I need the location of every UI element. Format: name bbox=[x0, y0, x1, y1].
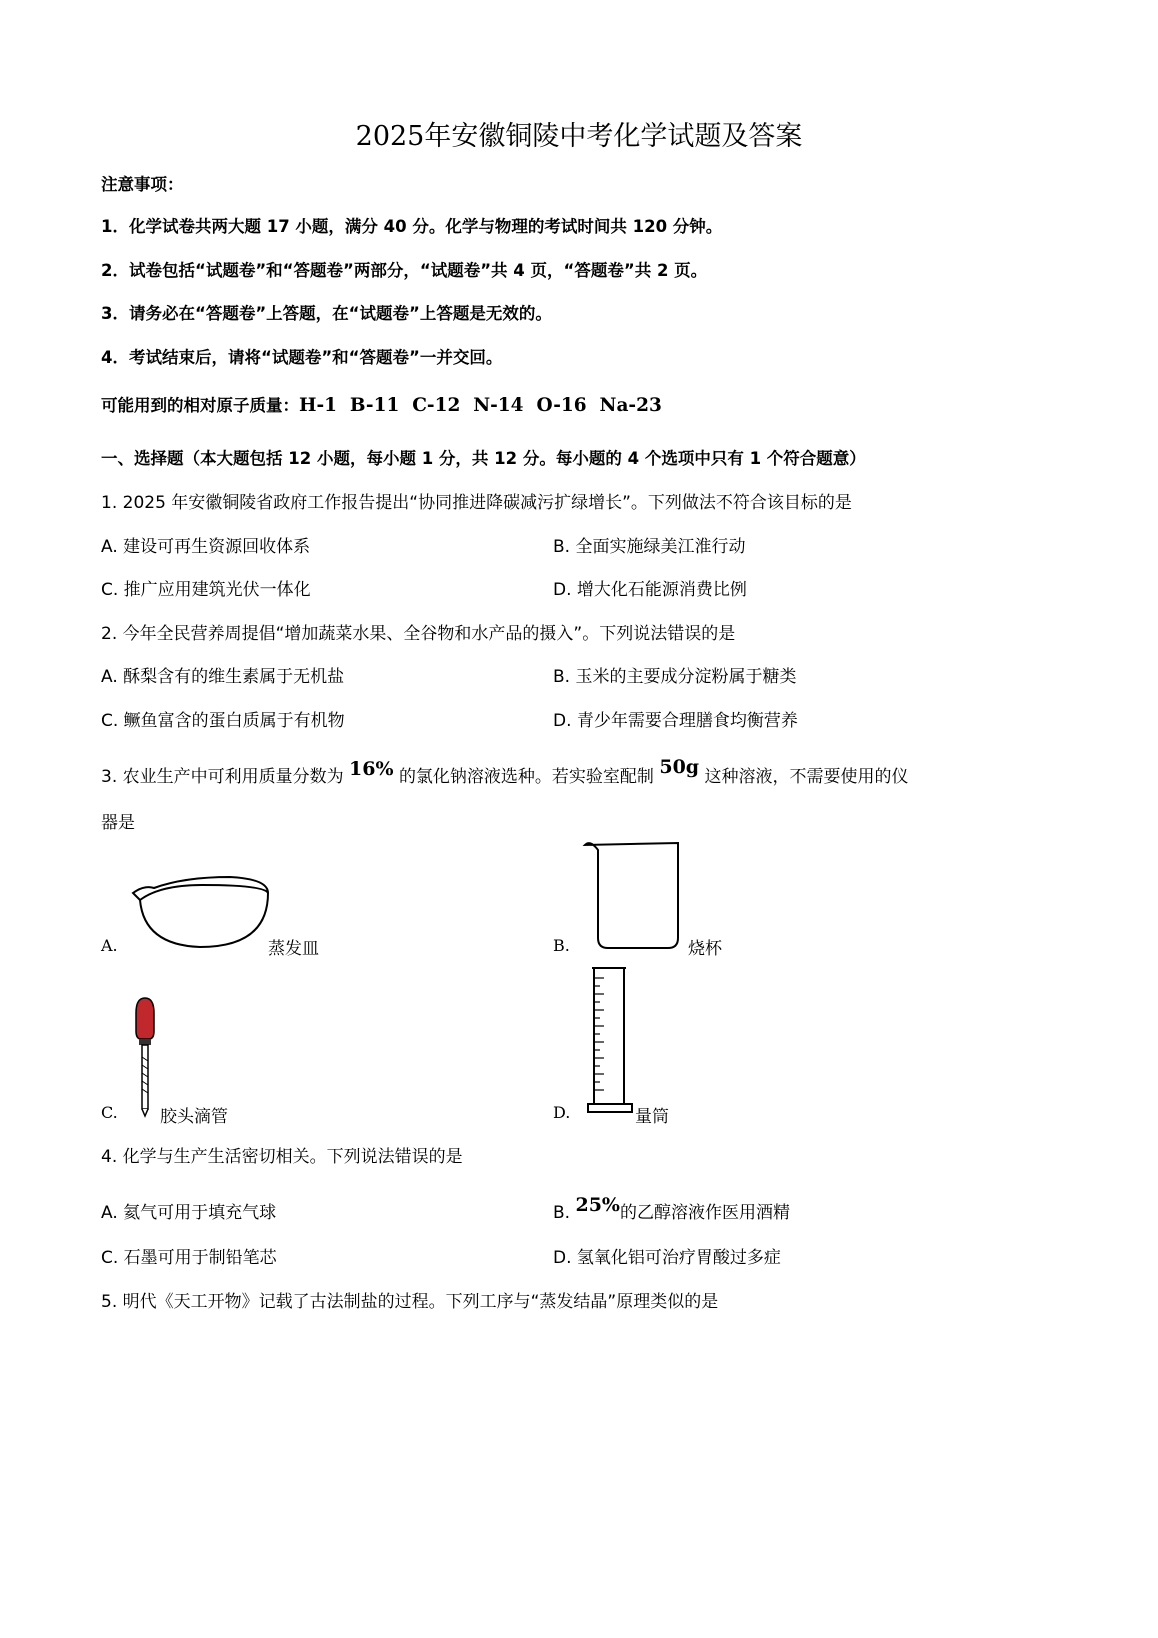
evaporating-dish-icon bbox=[130, 855, 275, 950]
q3-option-d-letter: D. bbox=[553, 1103, 571, 1122]
graduated-cylinder-icon bbox=[586, 964, 636, 1116]
q3-option-a-name: 蒸发皿 bbox=[268, 939, 319, 959]
q4-option-a: A. 氦气可用于填充气球 bbox=[101, 1203, 277, 1223]
dropper-icon bbox=[130, 995, 160, 1117]
q4-value-25-percent: 25% bbox=[575, 1194, 620, 1216]
notice-item-2: 2．试卷包括“试题卷”和“答题卷”两部分，“试题卷”共 4 页，“答题卷”共 2 页。 bbox=[101, 261, 708, 280]
q2-option-b: B. 玉米的主要成分淀粉属于糖类 bbox=[553, 667, 797, 687]
q3-option-b-name: 烧杯 bbox=[688, 939, 722, 959]
q4-option-b bbox=[553, 1194, 790, 1223]
q1-option-c: C. 推广应用建筑光伏一体化 bbox=[101, 580, 311, 600]
q3-stem-part-2: 的氯化钠溶液选种。若实验室配制 bbox=[398, 767, 654, 787]
q4-option-b-text: 的乙醇溶液作医用酒精 bbox=[619, 1203, 790, 1223]
q3-option-d-name: 量筒 bbox=[635, 1107, 669, 1127]
dropper-collar bbox=[139, 1039, 151, 1045]
beaker-icon bbox=[582, 840, 690, 952]
atomic-mass-label: 可能用到的相对原子质量： bbox=[101, 396, 299, 415]
q4-option-d: D. 氢氧化铝可治疗胃酸过多症 bbox=[553, 1248, 781, 1268]
q3-stem-line-2: 器是 bbox=[101, 813, 135, 833]
q3-stem-part-1: 3. 农业生产中可利用质量分数为 bbox=[101, 767, 344, 787]
q4-stem: 4. 化学与生产生活密切相关。下列说法错误的是 bbox=[101, 1147, 463, 1167]
q1-option-b: B. 全面实施绿美江淮行动 bbox=[553, 537, 746, 557]
atomic-mass-values: H-1 B-11 C-12 N-14 O-16 Na-23 bbox=[299, 395, 662, 416]
page-title: 2025年安徽铜陵中考化学试题及答案 bbox=[355, 121, 803, 152]
q1-stem: 1. 2025 年安徽铜陵省政府工作报告提出“协同推进降碳减污扩绿增长”。下列做法不符合该目标的是 bbox=[101, 493, 852, 513]
q3-stem-part-3: 这种溶液，不需要使用的仪 bbox=[704, 767, 909, 787]
notice-item-4: 4．考试结束后，请将“试题卷”和“答题卷”一并交回。 bbox=[101, 348, 503, 367]
q3-stem bbox=[101, 756, 909, 787]
q1-option-d: D. 增大化石能源消费比例 bbox=[553, 580, 747, 600]
q3-value-50g: 50g bbox=[659, 756, 700, 778]
q3-option-b-letter: B. bbox=[553, 936, 570, 955]
q3-option-c-name: 胶头滴管 bbox=[160, 1107, 228, 1127]
notice-item-3: 3．请务必在“答题卷”上答题，在“试题卷”上答题是无效的。 bbox=[101, 304, 552, 323]
q2-option-d: D. 青少年需要合理膳食均衡营养 bbox=[553, 711, 798, 731]
q4-option-c: C. 石墨可用于制铅笔芯 bbox=[101, 1248, 277, 1268]
q3-value-16-percent: 16% bbox=[349, 758, 394, 780]
section-1-heading: 一、选择题（本大题包括 12 小题，每小题 1 分，共 12 分。每小题的 4 个选项中只有 1 个符合题意） bbox=[101, 449, 866, 468]
q2-option-a: A. 酥梨含有的维生素属于无机盐 bbox=[101, 667, 345, 687]
atomic-mass-line bbox=[101, 392, 662, 416]
notice-heading: 注意事项： bbox=[101, 175, 184, 194]
q5-stem: 5. 明代《天工开物》记载了古法制盐的过程。下列工序与“蒸发结晶”原理类似的是 bbox=[101, 1292, 719, 1312]
q2-option-c: C. 鳜鱼富含的蛋白质属于有机物 bbox=[101, 711, 345, 731]
q3-option-c-letter: C. bbox=[101, 1103, 118, 1122]
q2-stem: 2. 今年全民营养周提倡“增加蔬菜水果、全谷物和水产品的摄入”。下列说法错误的是 bbox=[101, 624, 736, 644]
dropper-bulb bbox=[136, 998, 154, 1039]
q4-option-b-letter: B. bbox=[553, 1203, 571, 1223]
q3-option-a-letter: A. bbox=[101, 936, 118, 955]
notice-item-1: 1．化学试卷共两大题 17 小题，满分 40 分。化学与物理的考试时间共 120 分钟。 bbox=[101, 217, 723, 236]
q1-option-a: A. 建设可再生资源回收体系 bbox=[101, 537, 311, 557]
